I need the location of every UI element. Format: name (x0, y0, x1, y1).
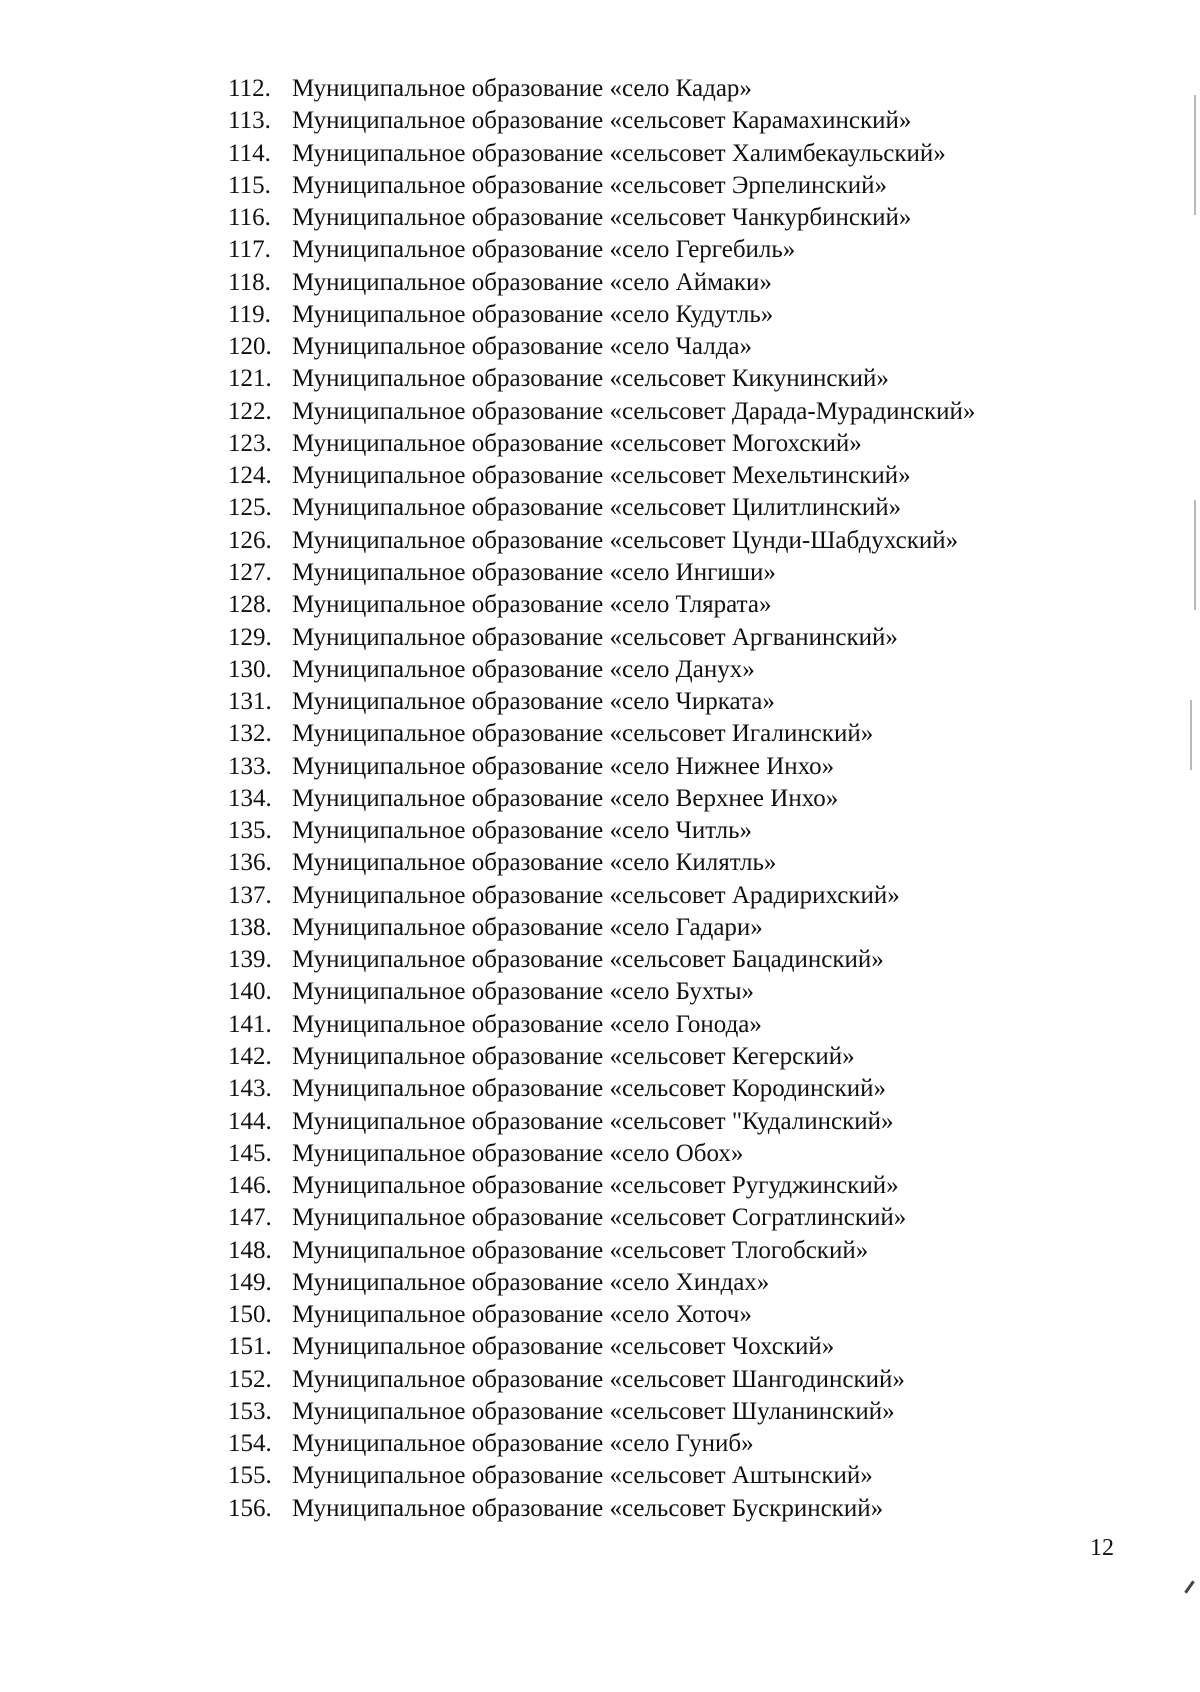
item-number: 132. (228, 720, 272, 748)
list-item (228, 138, 975, 170)
item-text: Муниципальное образование «сельсовет Игалинский» (292, 720, 874, 748)
item-text: Муниципальное образование «сельсовет Карамахинский» (292, 107, 912, 135)
item-text: Муниципальное образование «сельсовет Согратлинский» (292, 1204, 907, 1232)
list-item (228, 815, 975, 847)
item-number: 129. (228, 623, 272, 651)
list-item (228, 202, 975, 234)
item-text: Муниципальное образование «село Чирката» (292, 688, 775, 716)
item-number: 149. (228, 1268, 272, 1296)
item-number: 124. (228, 462, 272, 490)
item-text: Муниципальное образование «село Бухты» (292, 978, 754, 1006)
list-item (228, 880, 975, 912)
item-number: 122. (228, 397, 272, 425)
item-text: Муниципальное образование «село Тлярата» (292, 591, 772, 619)
item-text: Муниципальное образование «сельсовет "Кудалинский» (292, 1107, 894, 1135)
item-text: Муниципальное образование «село Чалда» (292, 333, 753, 361)
list-item (228, 622, 975, 654)
item-text: Муниципальное образование «село Аймаки» (292, 268, 772, 296)
item-number: 156. (228, 1494, 272, 1522)
list-item (228, 1460, 975, 1492)
scan-edge-mark (1194, 500, 1196, 610)
list-item (228, 1170, 975, 1202)
item-number: 126. (228, 526, 272, 554)
item-text: Муниципальное образование «сельсовет Халимбекаульский» (292, 139, 946, 167)
list-item (228, 1493, 975, 1525)
item-text: Муниципальное образование «село Гергебиль» (292, 236, 796, 264)
item-text: Муниципальное образование «сельсовет Цунди-Шабдухский» (292, 526, 959, 554)
list-item (228, 105, 975, 137)
list-item (228, 170, 975, 202)
list-item (228, 1073, 975, 1105)
item-number: 143. (228, 1075, 272, 1103)
item-number: 151. (228, 1333, 272, 1361)
list-item (228, 73, 975, 105)
list-item (228, 847, 975, 879)
page-number: 12 (1090, 1535, 1114, 1561)
item-text: Муниципальное образование «сельсовет Мехельтинский» (292, 462, 911, 490)
item-text: Муниципальное образование «сельсовет Шангодинский» (292, 1365, 905, 1393)
item-number: 146. (228, 1172, 272, 1200)
item-text: Муниципальное образование «село Гадари» (292, 913, 763, 941)
item-text: Муниципальное образование «село Нижнее Инхо» (292, 752, 835, 780)
list-item (228, 718, 975, 750)
item-number: 112. (228, 75, 271, 102)
item-number: 115. (228, 171, 271, 199)
item-number: 153. (228, 1397, 272, 1425)
item-number: 145. (228, 1139, 272, 1167)
list-item (228, 492, 975, 524)
item-number: 152. (228, 1365, 272, 1393)
list-item (228, 1009, 975, 1041)
item-number: 116. (228, 204, 271, 232)
item-text: Муниципальное образование «сельсовет Цилитлинский» (292, 494, 902, 522)
item-text: Муниципальное образование «село Килятль» (292, 849, 777, 877)
item-text: Муниципальное образование «сельсовет Аштынский» (292, 1462, 873, 1490)
list-item (228, 460, 975, 492)
list-item (228, 1267, 975, 1299)
item-number: 135. (228, 817, 272, 845)
item-number: 114. (228, 139, 271, 167)
item-text: Муниципальное образование «село Кудутль» (292, 300, 774, 328)
item-number: 140. (228, 978, 272, 1006)
item-number: 113. (228, 107, 271, 135)
list-item (228, 589, 975, 621)
item-text: Муниципальное образование «село Верхнее Инхо» (292, 784, 839, 812)
item-text: Муниципальное образование «село Ингиши» (292, 558, 776, 586)
item-number: 137. (228, 881, 272, 909)
item-text: Муниципальное образование «сельсовет Аргванинский» (292, 623, 898, 651)
item-number: 142. (228, 1042, 272, 1070)
item-number: 150. (228, 1301, 272, 1329)
item-text: Муниципальное образование «сельсовет Кородинский» (292, 1075, 887, 1103)
item-number: 119. (228, 300, 271, 328)
item-text: Муниципальное образование «село Хиндах» (292, 1268, 770, 1296)
item-text: Муниципальное образование «сельсовет Шуланинский» (292, 1397, 895, 1425)
list-item (228, 912, 975, 944)
item-text: Муниципальное образование «сельсовет Тлогобский» (292, 1236, 869, 1264)
item-number: 128. (228, 591, 272, 619)
list-item (228, 783, 975, 815)
list-item (228, 428, 975, 460)
list-item (228, 1202, 975, 1234)
list-item (228, 1396, 975, 1428)
list-item (228, 1041, 975, 1073)
item-number: 154. (228, 1430, 272, 1458)
item-text: Муниципальное образование «сельсовет Кикунинский» (292, 365, 889, 393)
list-item (228, 976, 975, 1008)
item-text: Муниципальное образование «сельсовет Чанкурбинский» (292, 204, 912, 232)
item-number: 118. (228, 268, 271, 296)
item-number: 155. (228, 1462, 272, 1490)
item-text: Муниципальное образование «село Читль» (292, 817, 752, 845)
item-number: 147. (228, 1204, 272, 1232)
item-text: Муниципальное образование «сельсовет Дарада-Мурадинский» (292, 397, 976, 425)
item-number: 120. (228, 333, 272, 361)
scan-edge-mark (1194, 95, 1196, 215)
list-item (228, 267, 975, 299)
item-number: 117. (228, 236, 271, 264)
item-text: Муниципальное образование «сельсовет Чохский» (292, 1333, 835, 1361)
item-text: Муниципальное образование «сельсовет Бацадинский» (292, 946, 884, 974)
item-number: 148. (228, 1236, 272, 1264)
list-item (228, 686, 975, 718)
item-number: 130. (228, 655, 272, 683)
item-text: Муниципальное образование «сельсовет Кегерский» (292, 1042, 855, 1070)
list-item (228, 525, 975, 557)
item-number: 138. (228, 913, 272, 941)
list-item (228, 331, 975, 363)
item-text: Муниципальное образование «сельсовет Эрпелинский» (292, 171, 888, 199)
item-number: 136. (228, 849, 272, 877)
item-text: Муниципальное образование «сельсовет Бускринский» (292, 1494, 884, 1522)
list-item (228, 1106, 975, 1138)
item-number: 123. (228, 429, 272, 457)
list-item (228, 751, 975, 783)
scan-edge-mark (1184, 1580, 1194, 1593)
list-item (228, 299, 975, 331)
municipality-list (228, 73, 975, 1525)
item-number: 131. (228, 688, 272, 716)
item-text: Муниципальное образование «сельсовет Ругуджинский» (292, 1172, 899, 1200)
list-item (228, 234, 975, 266)
item-number: 141. (228, 1010, 272, 1038)
item-number: 121. (228, 365, 272, 393)
item-text: Муниципальное образование «сельсовет Арадирихский» (292, 881, 900, 909)
list-item (228, 1299, 975, 1331)
item-text: Муниципальное образование «село Гонода» (292, 1010, 762, 1038)
item-number: 133. (228, 752, 272, 780)
item-number: 127. (228, 558, 272, 586)
list-item (228, 557, 975, 589)
item-text: Муниципальное образование «село Гуниб» (292, 1430, 754, 1458)
list-item (228, 1138, 975, 1170)
item-text: Муниципальное образование «село Кадар» (292, 75, 752, 102)
list-item (228, 363, 975, 395)
list-item (228, 1235, 975, 1267)
list-item (228, 1331, 975, 1363)
item-text: Муниципальное образование «село Данух» (292, 655, 755, 683)
list-item (228, 1428, 975, 1460)
item-text: Муниципальное образование «село Обох» (292, 1139, 744, 1167)
item-number: 139. (228, 946, 272, 974)
list-item (228, 944, 975, 976)
scan-edge-mark (1190, 700, 1192, 770)
list-item (228, 654, 975, 686)
item-number: 144. (228, 1107, 272, 1135)
list-item (228, 396, 975, 428)
item-text: Муниципальное образование «село Хоточ» (292, 1301, 752, 1329)
item-text: Муниципальное образование «сельсовет Могохский» (292, 429, 862, 457)
item-number: 125. (228, 494, 272, 522)
item-number: 134. (228, 784, 272, 812)
list-item (228, 1364, 975, 1396)
